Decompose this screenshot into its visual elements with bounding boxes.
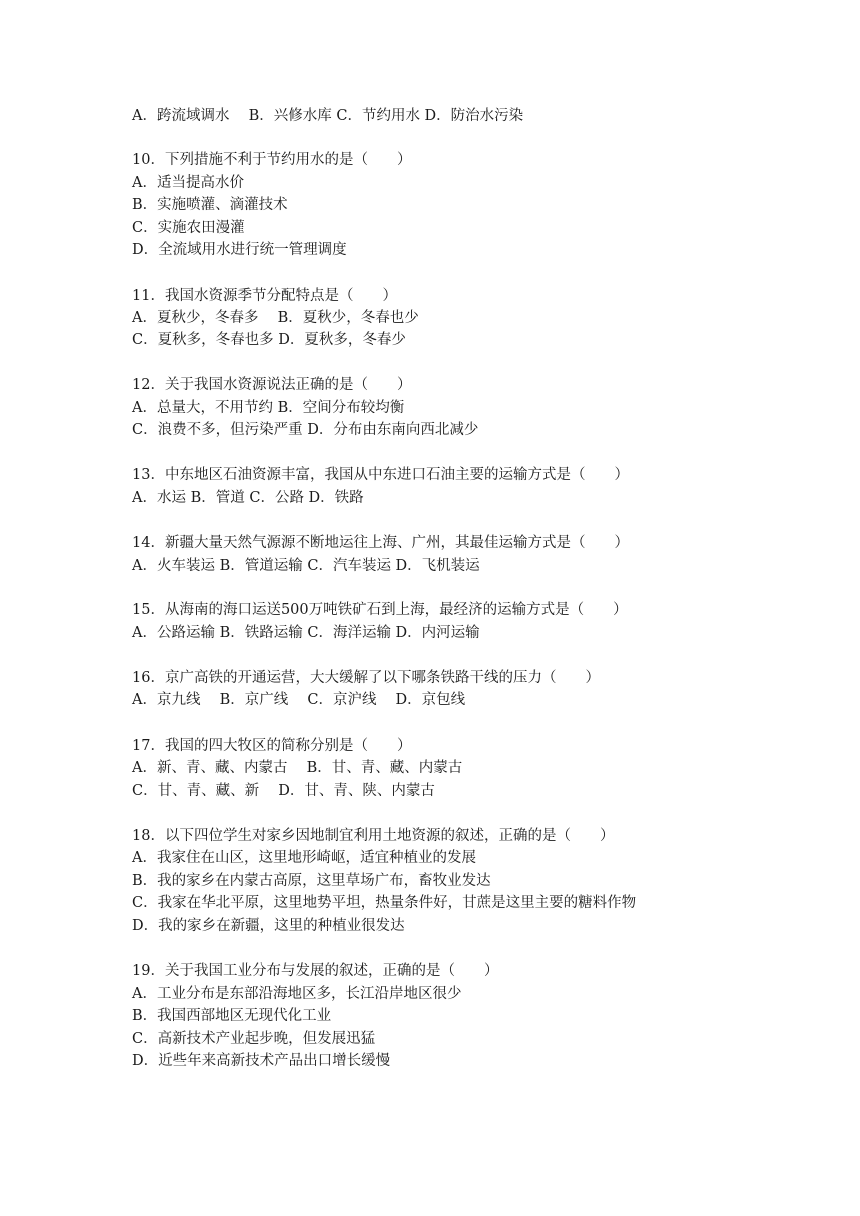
q15-options: A．公路运输 B．铁路运输 C．海洋运输 D．内河运输 <box>132 625 480 641</box>
q17-stem: 17．我国的四大牧区的简称分别是（ ） <box>132 738 412 754</box>
q18-option-d: D．我的家乡在新疆，这里的种植业很发达 <box>132 918 405 934</box>
q19-option-d: D．近些年来高新技术产品出口增长缓慢 <box>132 1053 391 1069</box>
q11-options-cd: C．夏秋多，冬春也多 D．夏秋多，冬春少 <box>132 332 406 348</box>
q13-options: A．水运 B．管道 C．公路 D．铁路 <box>132 490 364 506</box>
q12-options-ab: A．总量大，不用节约 B．空间分布较均衡 <box>132 400 405 416</box>
q10-option-a: A．适当提高水价 <box>132 175 244 191</box>
q11-stem: 11．我国水资源季节分配特点是（ ） <box>132 288 397 304</box>
q14-options: A．火车装运 B．管道运输 C．汽车装运 D．飞机装运 <box>132 558 480 574</box>
q12-stem: 12．关于我国水资源说法正确的是（ ） <box>132 377 412 393</box>
q9-options: A．跨流域调水 B．兴修水库 C．节约用水 D．防治水污染 <box>132 108 524 124</box>
q16-options: A．京九线 B．京广线 C．京沪线 D．京包线 <box>132 692 466 708</box>
q19-option-b: B．我国西部地区无现代化工业 <box>132 1008 332 1024</box>
q11-options-ab: A．夏秋少，冬春多 B．夏秋少，冬春也少 <box>132 310 419 326</box>
q16-stem: 16．京广高铁的开通运营，大大缓解了以下哪条铁路干线的压力（ ） <box>132 670 600 686</box>
q19-option-a: A．工业分布是东部沿海地区多，长江沿岸地区很少 <box>132 986 462 1002</box>
q14-stem: 14．新疆大量天然气源源不断地运往上海、广州，其最佳运输方式是（ ） <box>132 535 629 551</box>
q18-option-b: B．我的家乡在内蒙古高原，这里草场广布，畜牧业发达 <box>132 873 491 889</box>
q19-option-c: C．高新技术产业起步晚，但发展迅猛 <box>132 1031 376 1047</box>
q19-stem: 19．关于我国工业分布与发展的叙述，正确的是（ ） <box>132 963 499 979</box>
q12-options-cd: C．浪费不多，但污染严重 D．分布由东南向西北减少 <box>132 422 479 438</box>
q17-options-cd: C．甘、青、藏、新 D．甘、青、陕、内蒙古 <box>132 783 435 799</box>
q15-stem: 15．从海南的海口运送500万吨铁矿石到上海，最经济的运输方式是（ ） <box>132 602 628 618</box>
q10-option-d: D．全流域用水进行统一管理调度 <box>132 242 347 258</box>
q18-stem: 18．以下四位学生对家乡因地制宜利用土地资源的叙述，正确的是（ ） <box>132 828 615 844</box>
q10-option-b: B．实施喷灌、滴灌技术 <box>132 197 288 213</box>
q18-option-a: A．我家住在山区，这里地形崎岖，适宜种植业的发展 <box>132 850 476 866</box>
q10-option-c: C．实施农田漫灌 <box>132 220 245 236</box>
q17-options-ab: A．新、青、藏、内蒙古 B．甘、青、藏、内蒙古 <box>132 760 463 776</box>
q13-stem: 13．中东地区石油资源丰富，我国从中东进口石油主要的运输方式是（ ） <box>132 467 629 483</box>
q18-option-c: C．我家在华北平原，这里地势平坦，热量条件好，甘蔗是这里主要的糖料作物 <box>132 895 637 911</box>
q10-stem: 10．下列措施不利于节约用水的是（ ） <box>132 152 412 168</box>
